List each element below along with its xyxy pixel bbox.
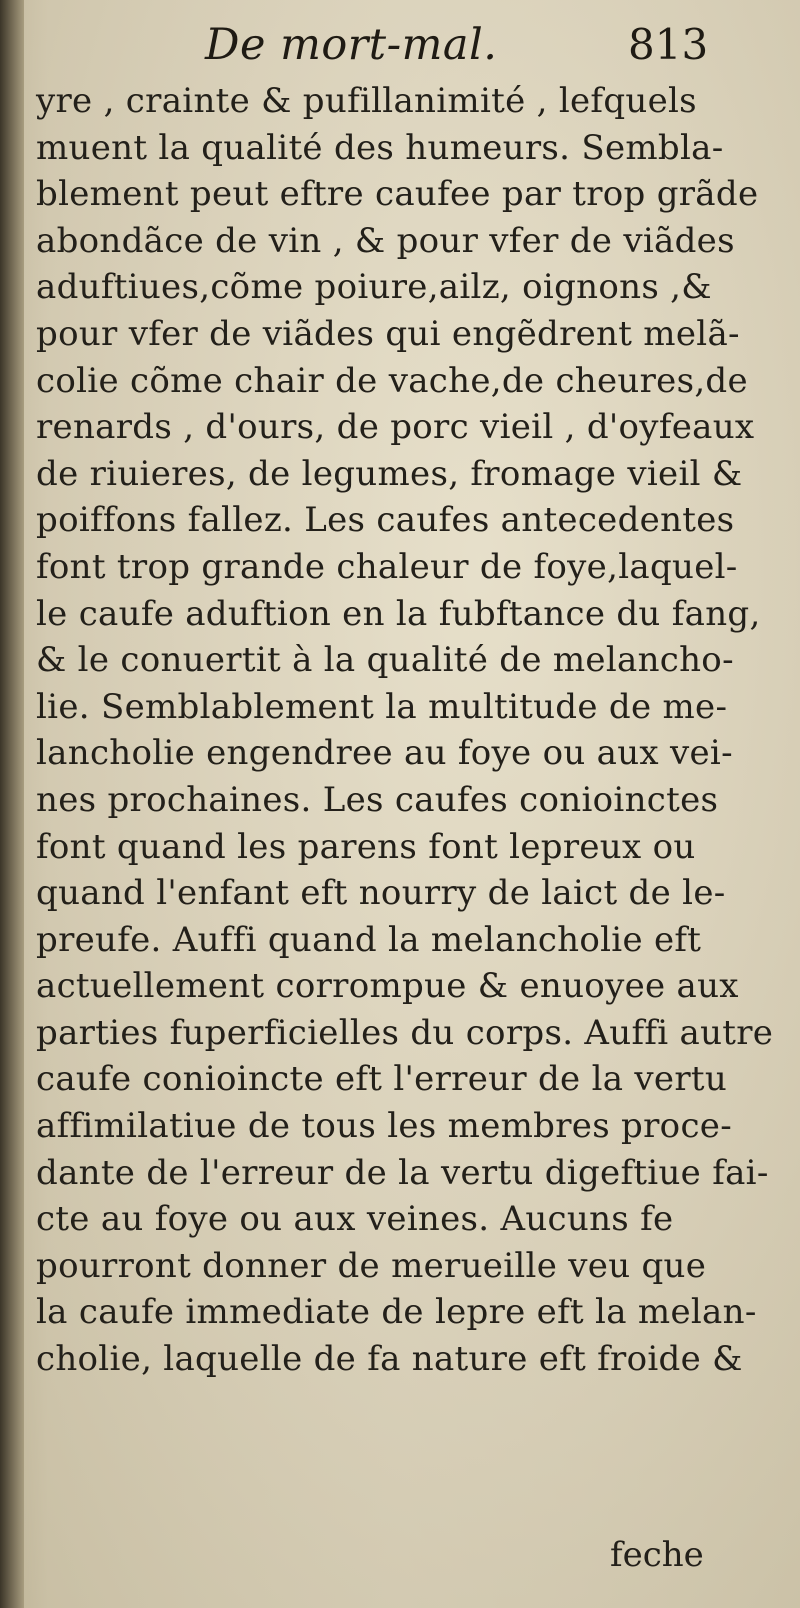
text-line: blement peut eftre caufee par trop grãde: [36, 174, 759, 215]
text-line: abondãce de vin , & pour vfer de viãdes: [36, 220, 735, 261]
text-line: actuellement corrompue & enuoyee aux: [36, 966, 739, 1007]
text-line: font quand les parens font lepreux ou: [36, 826, 696, 867]
page-header: [0, 20, 800, 76]
text-line: pour vfer de viãdes qui engẽdrent melã-: [36, 313, 740, 354]
text-line: pourront donner de merueille veu que: [36, 1245, 707, 1286]
text-line: caufe conioincte eft l'erreur de la vertu: [36, 1059, 728, 1100]
text-line: lancholie engendree au foye ou aux vei-: [36, 733, 733, 774]
text-line: renards , d'ours, de porc vieil , d'oyfeaux: [36, 407, 755, 448]
text-line: preufe. Auffi quand la melancholie eft: [36, 919, 702, 960]
text-line: poiffons fallez. Les caufes antecedentes: [36, 500, 735, 541]
body-text: [36, 78, 774, 1383]
text-line: dante de l'erreur de la vertu digeftiue fai-: [36, 1152, 769, 1193]
page-gutter: [0, 0, 24, 1608]
running-title: De mort-mal.: [205, 20, 498, 70]
text-line: cholie, laquelle de fa nature eft froide &: [36, 1339, 743, 1380]
text-line: cte au foye ou aux veines. Aucuns fe: [36, 1199, 674, 1240]
text-line: la caufe immediate de lepre eft la melan-: [36, 1292, 757, 1333]
text-line: nes prochaines. Les caufes conioinctes: [36, 779, 719, 820]
page-number: 813: [628, 20, 709, 69]
text-line: de riuieres, de legumes, fromage vieil &: [36, 453, 743, 494]
text-line: quand l'enfant eft nourry de laict de le-: [36, 873, 726, 914]
text-line: muent la qualité des humeurs. Sembla-: [36, 127, 724, 168]
text-line: colie cõme chair de vache,de cheures,de: [36, 360, 748, 401]
catchword: feche: [610, 1535, 704, 1575]
text-line: yre , crainte & pufillanimité , lefquels: [36, 81, 697, 121]
text-line: affimilatiue de tous les membres proce-: [36, 1106, 732, 1147]
text-line: font trop grande chaleur de foye,laquel-: [36, 546, 738, 587]
text-line: aduftiues,cõme poiure,ailz, oignons ,&: [36, 267, 712, 308]
text-line: lie. Semblablement la multitude de me-: [36, 686, 728, 727]
text-line: & le conuertit à la qualité de melancho-: [36, 640, 734, 681]
text-line: le caufe aduftion en la fubftance du fang,: [36, 593, 761, 634]
text-line: parties fuperficielles du corps. Auffi autre: [36, 1012, 774, 1053]
